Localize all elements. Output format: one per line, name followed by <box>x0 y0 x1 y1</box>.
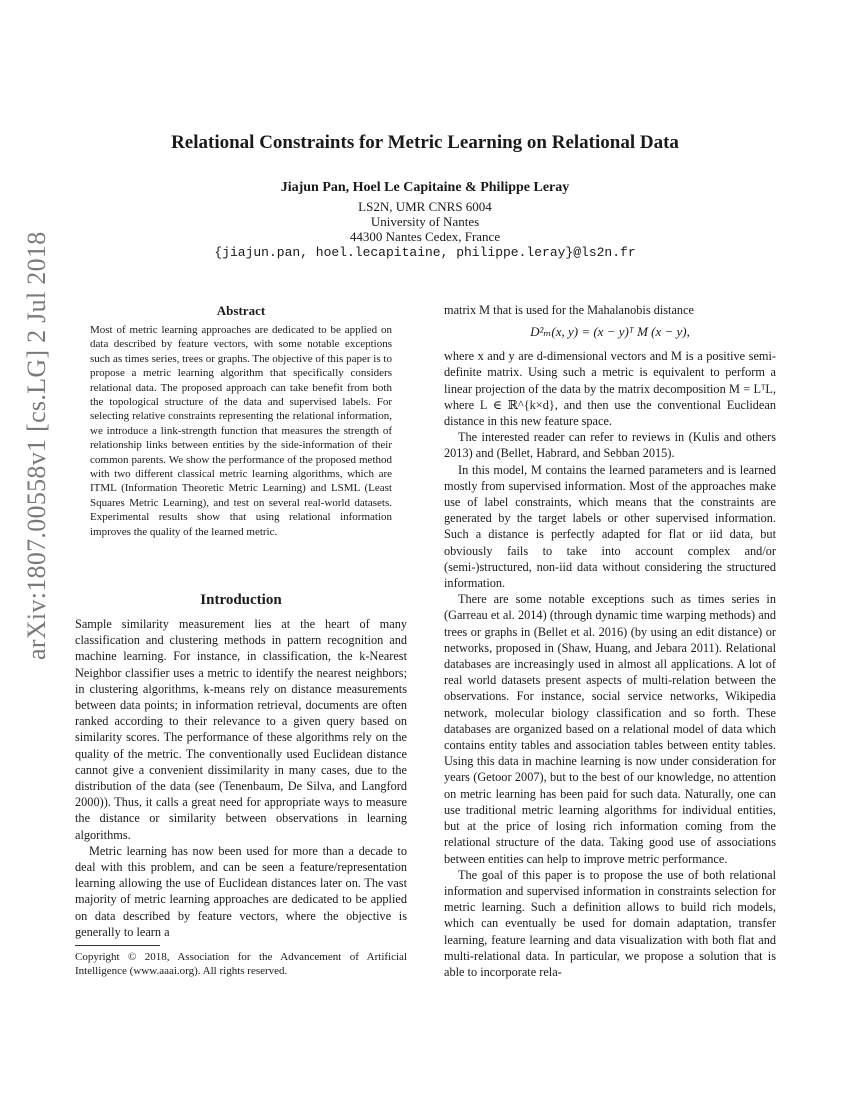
right-column <box>444 302 776 980</box>
copyright-footnote: Copyright © 2018, Association for the Advancement of Artificial Intelligence (www.aaai.org). All rights reserved. <box>75 951 407 977</box>
affiliation-lab: LS2N, UMR CNRS 6004 <box>358 199 492 214</box>
right-paragraph-2: The interested reader can refer to reviews in (Kulis and others 2013) and (Bellet, Habrard, and Sebban 2015). <box>444 430 776 461</box>
intro-paragraph-2: Metric learning has now been used for more than a decade to deal with this problem, and can be seen a feature/representation learning allowing the use of Euclidean distances later on. The vast majority of metric learning approaches are dedicated to be applied on data described by feature vectors, where the objective is generally to learn a <box>75 843 407 939</box>
right-paragraph-4: There are some notable exceptions such as times series in (Garreau et al. 2014) (through dynamic time warping methods) and trees or graphs in (Bellet et al. 2016) (by using an edit distance) or networks, proposed in (Shaw, Huang, and Jebara 2011). Relational databases are increasingly used in almost all applications. A lot of real world datasets present aspects of multi-relation between the observations. For instance, social service networks, Wikipedia network, molecular biology classification and so forth. These databases are organized based on a relational model of data which contains entity tables and association tables between entity tables. Using this data in machine learning is now under consideration for years (Getoor 2007), but to the best of our knowledge, no attention on metric learning has been paid for such data. Naturally, one can use traditional metric learning algorithms for individual entities, but at the price of losing rich information coming from the relational structure of the data. Taking good use of associations between entities can help to improve metric performance. <box>444 592 776 866</box>
abstract-text: Most of metric learning approaches are dedicated to be applied on data described by feature vectors, with some notable exceptions such as times series, trees or graphs. The objective of this paper is to propose a metric learning algorithm that specifically considers relational data. The proposed approach can take benefit from both the topological structure of the data and supervised labels. For selecting relative constraints representing the relational information, we introduce a link-strength function that measures the strength of relationship links between entities by the side-information of their common parents. We show the performance of the proposed method with two different classical metric learning algorithms, which are ITML (Information Theoretic Metric Learning) and LSML (Least Squares Metric Learning), and test on several real-world datasets. Experimental results show that using relational information improves the quality of the learned metric. <box>90 324 392 538</box>
paper-title: Relational Constraints for Metric Learning on Relational Data <box>171 132 679 153</box>
introduction-heading: Introduction <box>200 592 282 608</box>
right-paragraph-3: In this model, M contains the learned parameters and is learned mostly from supervised information. Most of the approaches make use of label constraints, which means that the constraints are generated by the target labels or other supervised information. Such a distance is perfectly adapted for flat or iid data, but obviously fails to take into account complex and/or (semi-)structured, non-iid data without considering the structured information. <box>444 462 776 591</box>
right-paragraph-1: where x and y are d-dimensional vectors and M is a positive semi-definite matrix. Using such a metric is equivalent to perform a linear projection of the data by the matrix decomposition M = LᵀL, where L ∈ ℝ^{k×d}, and then use the conventional Euclidean distance in this new feature space. <box>444 349 776 429</box>
right-paragraph-5: The goal of this paper is to propose the use of both relational information and supervised information in constraints selection for metric learning. Such a definition allows to build rich models, which can eventually be used for domain adaptation, transfer learning, feature learning and data visualization with both flat and multi-relational data. In particular, we propose a solution that is able to incorporate rela- <box>444 867 776 979</box>
author-list: Jiajun Pan, Hoel Le Capitaine & Philippe Leray <box>280 180 570 195</box>
intro-paragraph-1: Sample similarity measurement lies at the heart of many classification and clustering methods in pattern recognition and machine learning. For instance, in classification, the k-Nearest Neighbor classifier uses a metric to identify the nearest neighbors; in clustering algorithms, k-means rely on distance measurements between data points; in information retrieval, documents are often ranked according to their relevance to a given query based on similarity scores. The performance of these algorithms rely on the quality of the metric. The conventionally used Euclidean distance cannot give a convenient dissimilarity in many cases, due to the distribution of the data (see (Tenenbaum, De Silva, and Langford 2000)). Thus, it calls a great need for appropriate ways to measure the distance or similarity between observations in learning algorithms. <box>75 617 407 842</box>
mahalanobis-equation: D²ₘ(x, y) = (x − y)ᵀ M (x − y), <box>530 324 690 340</box>
author-emails: {jiajun.pan, hoel.lecapitaine, philippe.leray}@ls2n.fr <box>214 245 636 260</box>
abstract-heading: Abstract <box>216 303 266 318</box>
left-column <box>75 616 407 940</box>
arxiv-identifier: arXiv:1807.00558v1 [cs.LG] 2 Jul 2018 <box>22 231 51 660</box>
affiliation-university: University of Nantes <box>370 214 480 229</box>
mahalanobis-lead: matrix M that is used for the Mahalanobis distance <box>444 303 694 317</box>
affiliation-address: 44300 Nantes Cedex, France <box>349 229 501 244</box>
footnote-divider <box>75 945 160 946</box>
